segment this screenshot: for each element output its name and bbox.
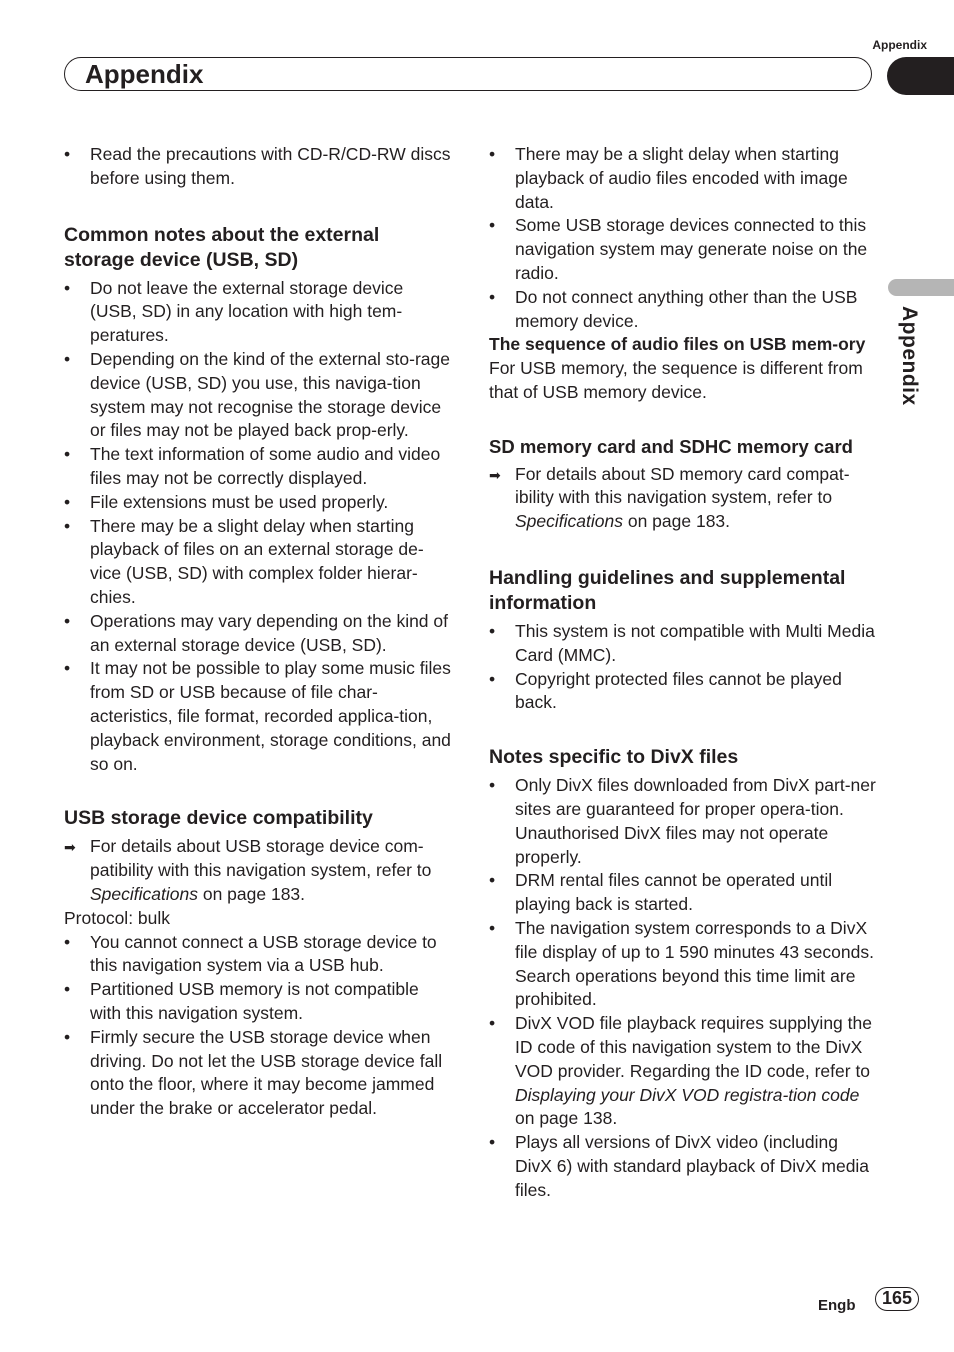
list-item: • Depending on the kind of the external sto-rage device (USB, SD) you use, this naviga-tion system may not recognise the storage device or files may not be played back prop-erly.	[64, 348, 454, 443]
list-item: • DRM rental files cannot be operated until playing back is started.	[489, 869, 877, 917]
list-item: • Some USB storage devices connected to this navigation system may generate noise on the radio.	[489, 214, 877, 285]
page-title: Appendix	[85, 59, 204, 89]
list-item: • File extensions must be used properly.	[64, 491, 454, 515]
arrow-icon	[64, 835, 84, 860]
sequence-text: For USB memory, the sequence is different from that of USB memory device.	[489, 358, 863, 402]
handling-notes	[489, 620, 877, 715]
bullet-icon	[64, 657, 84, 681]
list-item: • Firmly secure the USB storage device when driving. Do not let the USB storage device fall onto the floor, where it may become jammed under the brake or accelerator pedal.	[64, 1026, 454, 1121]
list-item: • Plays all versions of DivX video (including DivX 6) with standard playback of DivX media files.	[489, 1131, 877, 1202]
bullet-icon	[64, 277, 84, 301]
side-tab-label: Appendix	[898, 306, 921, 406]
bullet-icon	[64, 610, 84, 634]
usb-reference-list	[64, 835, 454, 906]
bullet-icon	[489, 1131, 509, 1155]
bullet-icon	[489, 774, 509, 798]
bullet-icon	[489, 869, 509, 893]
reference-item: ➡ For details about USB storage device com-patibility with this navigation system, refer to Specifications on page 183.	[64, 835, 454, 906]
section-heading: Common notes about the external storage device (USB, SD)	[64, 223, 380, 271]
list-item: • The text information of some audio and video files may not be correctly displayed.	[64, 443, 454, 491]
bullet-icon	[64, 443, 84, 467]
bullet-icon	[64, 348, 84, 372]
list-item: • There may be a slight delay when starting playback of files on an external storage de-vice (USB, SD) with complex folder hierar-chies.	[64, 515, 454, 610]
section-heading: SD memory card and SDHC memory card	[489, 435, 853, 457]
page-number: 165	[875, 1287, 919, 1311]
bullet-icon	[489, 620, 509, 644]
list-item: • You cannot connect a USB storage device to this navigation system via a USB hub.	[64, 931, 454, 979]
bullet-icon	[489, 214, 509, 238]
bullet-icon	[64, 1026, 84, 1050]
arrow-icon	[489, 463, 509, 488]
bullet-icon	[489, 917, 509, 941]
right-column	[489, 143, 877, 1202]
cross-reference-link[interactable]: Displaying your DivX VOD registra-tion code	[515, 1084, 860, 1105]
section-title-bar	[64, 57, 872, 91]
bullet-icon	[489, 1012, 509, 1036]
protocol-text: Protocol: bulk	[64, 907, 171, 928]
bullet-icon	[489, 286, 509, 310]
list-item: • Partitioned USB memory is not compatible with this navigation system.	[64, 978, 454, 1026]
bullet-icon	[489, 143, 509, 167]
list-item: • Only DivX files downloaded from DivX part-ner sites are guaranteed for proper opera-tion. Unauthorised DivX files may not operate properly.	[489, 774, 877, 869]
list-item: • Operations may vary depending on the kind of an external storage device (USB, SD).	[64, 610, 454, 658]
external-storage-notes	[64, 277, 454, 777]
section-heading: Handling guidelines and supplemental information	[489, 566, 846, 614]
list-item: • Do not leave the external storage device (USB, SD) in any location with high tem-peratures.	[64, 277, 454, 348]
sd-reference-list	[489, 463, 877, 534]
bullet-icon	[64, 143, 84, 167]
cross-reference-link[interactable]: Specifications	[90, 883, 198, 904]
list-item: • DivX VOD file playback requires supplying the ID code of this navigation system to the DivX VOD provider. Regarding the ID code, refer to Displaying your DivX VOD registra-tion code on page 138.	[489, 1012, 877, 1131]
bullet-icon	[64, 491, 84, 515]
running-head: Appendix	[872, 38, 927, 52]
footer-language: Engb	[818, 1297, 856, 1314]
divx-notes	[489, 774, 877, 1202]
bullet-icon	[64, 515, 84, 539]
black-tab-marker	[887, 57, 954, 95]
usb-notes	[64, 931, 454, 1121]
list-item: • It may not be possible to play some music files from SD or USB because of file char-acteristics, file format, recorded applica-tion, playback environment, storage conditions, and so on.	[64, 657, 454, 776]
list-item: • Do not connect anything other than the USB memory device.	[489, 286, 877, 334]
section-heading: USB storage device compatibility	[64, 807, 373, 830]
left-column	[64, 143, 454, 1121]
list-item: • The navigation system corresponds to a DivX file display of up to 1 590 minutes 43 seconds. Search operations beyond this time limit are prohibited.	[489, 917, 877, 1012]
bullet-icon	[64, 931, 84, 955]
bullet-icon	[489, 668, 509, 692]
reference-item: ➡ For details about SD memory card compat-ibility with this navigation system, refer to Specifications on page 183.	[489, 463, 877, 534]
cross-reference-link[interactable]: Specifications	[515, 511, 623, 532]
grey-tab-marker	[888, 279, 954, 296]
list-item: • There may be a slight delay when starting playback of audio files encoded with image data.	[489, 143, 877, 214]
list-item: • Copyright protected files cannot be played back.	[489, 668, 877, 716]
subsection-heading: The sequence of audio files on USB mem-ory	[489, 334, 866, 355]
list-item: • This system is not compatible with Multi Media Card (MMC).	[489, 620, 877, 668]
intro-list	[64, 143, 454, 191]
list-item: • Read the precautions with CD-R/CD-RW discs before using them.	[64, 143, 454, 191]
section-heading: Notes specific to DivX files	[489, 746, 739, 769]
bullet-icon	[64, 978, 84, 1002]
intro-list	[489, 143, 877, 333]
